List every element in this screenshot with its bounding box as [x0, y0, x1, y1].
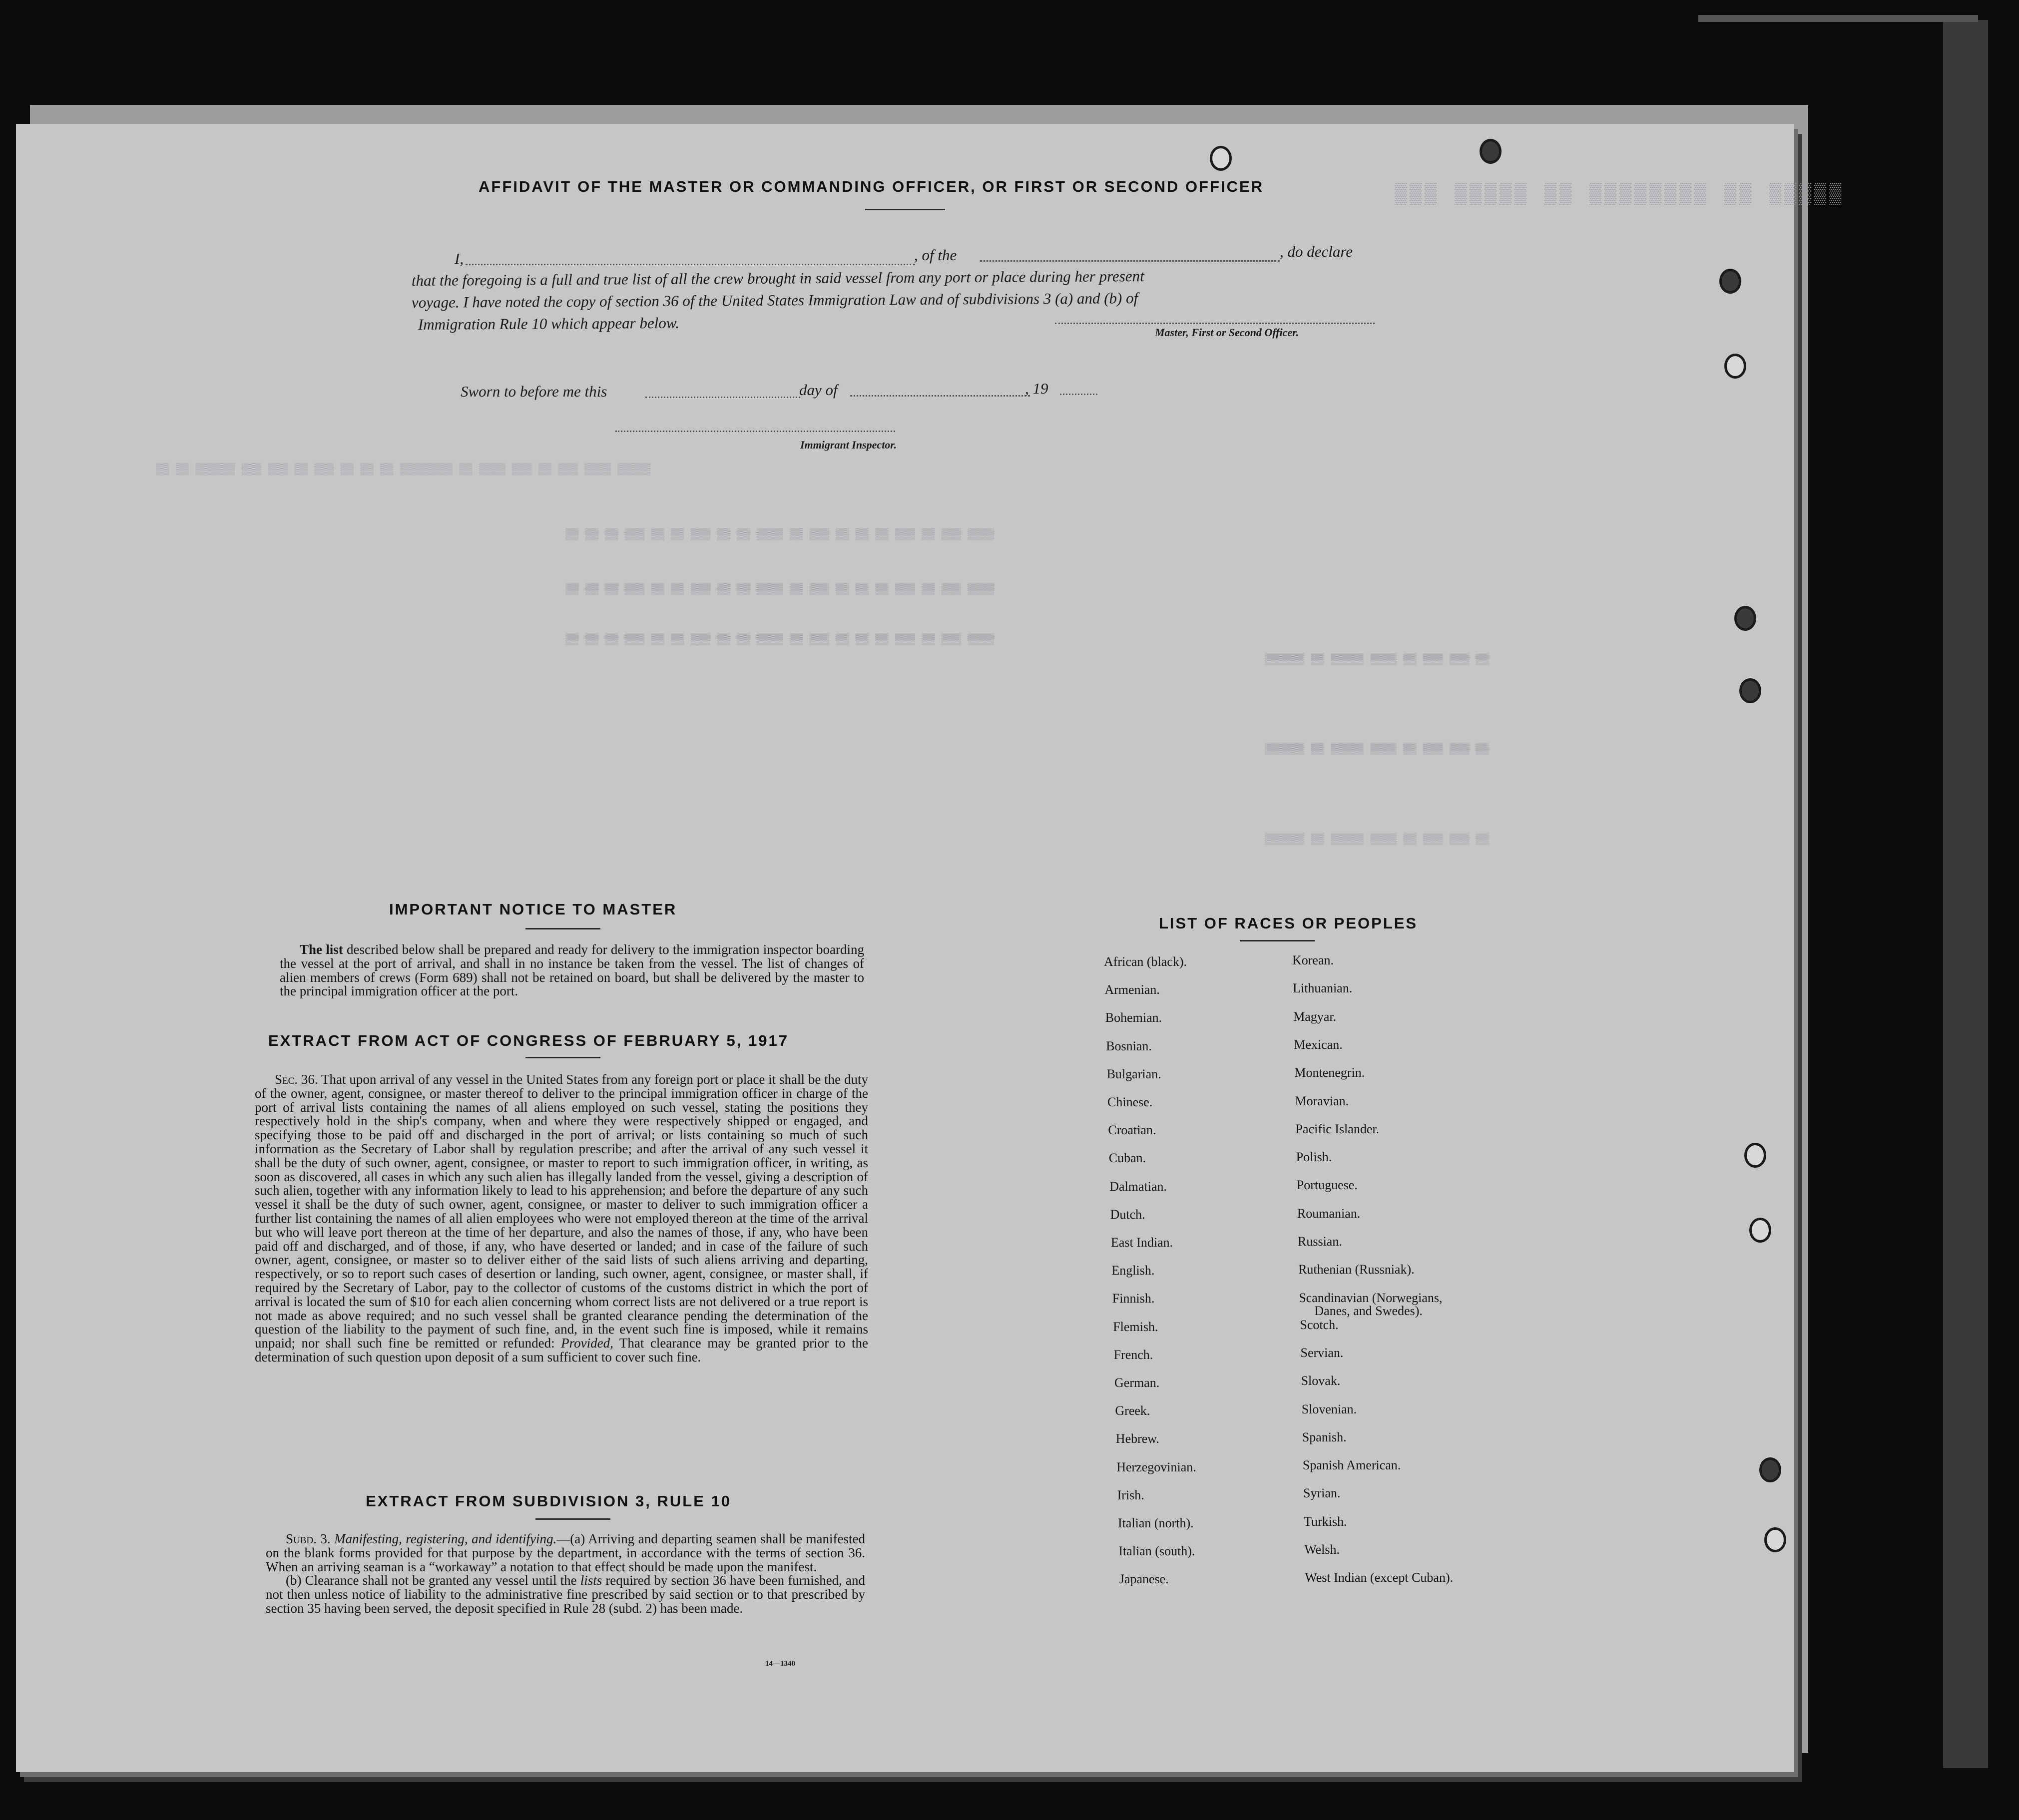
race-item: Scotch.	[1300, 1317, 1339, 1332]
race-item: Armenian.	[1104, 982, 1160, 997]
proviso-word: Provided,	[561, 1336, 613, 1351]
race-item: Ruthenian (Russniak).	[1298, 1262, 1415, 1277]
binder-hole	[1480, 139, 1502, 164]
officer-name-field[interactable]	[466, 264, 915, 265]
notice-lead: The list	[300, 942, 343, 957]
rule-title: EXTRACT FROM SUBDIVISION 3, RULE 10	[366, 1492, 731, 1510]
race-item: Bulgarian.	[1106, 1066, 1161, 1081]
act-title: EXTRACT FROM ACT OF CONGRESS OF FEBRUARY 5, 1917	[268, 1032, 789, 1049]
act-section-36	[255, 1073, 868, 1365]
sec-36-text: That upon arrival of any vessel in the United States from any foreign port or place it shall be the duty of the owner, agent, consignee, or master thereof to deliver to the principal immigration officer in charge of the port of arrival lists containing the names of all aliens employed on such vessel, stating the positions they respectively hold in the ship's company, when and where they were respectively shipped or engaged, and specifying those to be paid off and discharged in the port of arrival; or lists containing so much of such information as the Secretary of Labor shall by regulation prescribe; and after the arrival of any such vessel it shall be the duty of such owner, agent, consignee, or master to report to such immigration officer, in writing, as soon as discovered, all cases in which any such alien has illegally landed from the vessel, giving a description of such alien, together with any information likely to lead to his apprehension; and before the departure of any such vessel it shall be the duty of such owner, agent, consignee, or master to deliver to such immigration officer a further list containing the names of all alien employees who were not employed thereon at the time of the arrival but who will leave port thereon at the time of her departure, and also the names of those, if any, who have been paid off and discharged, and of those, if any, who have deserted or landed; and in case of the failure of such owner, agent, consignee, or master so to deliver either of the said lists of such aliens arriving and departing, respectively, or so to report such cases of desertion or landing, such owner, agent, consignee, or master shall, if required by the Secretary of Labor, pay to the collector of customs of the customs district in which the port of arrival is located the sum of $10 for each alien concerning whom correct lists are not delivered or a true report is not made as above required; and no such vessel shall be granted clearance pending the determination of the question of the liability to the payment of such fine, and, in the event such fine is imposed, while it remains unpaid; nor shall such fine be remitted or refunded:	[255, 1072, 869, 1351]
race-item: East Indian.	[1111, 1235, 1173, 1250]
sworn-day-field[interactable]	[645, 397, 800, 398]
races-title-underline	[1240, 940, 1315, 941]
sworn-month-field[interactable]	[850, 395, 1030, 397]
races-title: LIST OF RACES OR PEOPLES	[1159, 914, 1418, 932]
race-item: Flemish.	[1113, 1319, 1158, 1334]
race-item: Turkish.	[1304, 1514, 1347, 1529]
master-signature-label: Master, First or Second Officer.	[1155, 326, 1299, 339]
subd-para-b-post: required by section 36 have been furnished, and not then unless notice of liability to the administrative fine prescribed by said section or to that prescribed by section 35 having been served, the deposit specified in Rule 28 (subd. 2) has been made.	[266, 1573, 866, 1616]
race-item: Pacific Islander.	[1295, 1121, 1380, 1136]
race-item: Polish.	[1296, 1150, 1332, 1165]
binder-hole	[1744, 1143, 1766, 1168]
binder-hole	[1724, 354, 1746, 379]
act-title-underline	[525, 1057, 600, 1058]
subd-heading: Manifesting, registering, and identifying.	[334, 1531, 557, 1546]
rule-title-underline	[535, 1518, 610, 1520]
binder-hole	[1734, 606, 1756, 631]
race-item: Bohemian.	[1105, 1010, 1162, 1025]
sworn-year-field[interactable]	[1060, 394, 1097, 395]
subd-para-b-lists: lists	[580, 1573, 602, 1588]
notice-paragraph	[280, 943, 864, 998]
subd-label: Subd. 3.	[286, 1531, 331, 1546]
affidavit-i: I,	[455, 250, 464, 267]
inspector-signature-field[interactable]	[615, 431, 895, 432]
race-item: Italian (north).	[1118, 1516, 1194, 1530]
bleed-through-texture: ▒▒ ▒▒ ▒▒ ▒▒▒ ▒▒ ▒▒ ▒▒▒ ▒▒ ▒▒ ▒▒▒▒ ▒▒ ▒▒▒ ▒▒ ▒▒ ▒▒ ▒▒▒ ▒▒ ▒▒▒ ▒▒▒▒	[565, 528, 995, 541]
bleed-through-texture: ▒▒ ▒▒ ▒▒ ▒▒▒ ▒▒ ▒▒ ▒▒▒ ▒▒ ▒▒ ▒▒▒▒ ▒▒ ▒▒▒ ▒▒ ▒▒ ▒▒ ▒▒▒ ▒▒ ▒▒▒ ▒▒▒▒	[565, 583, 995, 596]
race-item: Chinese.	[1107, 1095, 1153, 1109]
affidavit-declare: , do declare	[1280, 243, 1353, 260]
subd-para-b-pre: (b) Clearance shall not be granted any vessel until the	[286, 1573, 577, 1588]
race-item: Greek.	[1115, 1403, 1150, 1418]
title-underline	[865, 209, 945, 210]
race-item: West Indian (except Cuban).	[1305, 1570, 1454, 1585]
affidavit-of-the: , of the	[914, 246, 957, 264]
race-item: Roumanian.	[1297, 1206, 1361, 1221]
notice-title-underline	[525, 928, 600, 929]
subd-para-a: —(a) Arriving and departing seamen shall be manifested on the blank forms provided for that purpose by the department, in accordance with the terms of section 36. When an arriving seaman is a “workaway” a notation to that effect should be made upon the manifest.	[266, 1531, 865, 1574]
race-item: Bosnian.	[1106, 1038, 1152, 1053]
race-item: Lithuanian.	[1293, 981, 1353, 996]
affidavit-body-line: voyage. I have noted the copy of section 36 of the United States Immigration Law and of subdivisions 3 (a) and (b) of	[411, 289, 1138, 311]
bleed-through-texture: ▒▒▒ ▒▒▒▒▒ ▒▒ ▒▒▒▒▒▒▒▒ ▒▒ ▒▒▒▒▒	[1395, 184, 1845, 206]
vessel-name-field[interactable]	[980, 260, 1280, 262]
form-number: 14—1340	[765, 1660, 795, 1668]
race-item: German.	[1114, 1375, 1160, 1390]
bleed-through-texture: ▒▒▒▒▒▒ ▒▒ ▒▒▒▒▒ ▒▒▒▒ ▒▒ ▒▒▒ ▒▒▒ ▒▒	[1265, 743, 1489, 756]
notice-title: IMPORTANT NOTICE TO MASTER	[389, 901, 677, 918]
race-item: Scandinavian (Norwegians,	[1299, 1290, 1443, 1305]
scanner-edge-right	[1943, 20, 1988, 1768]
race-item: Korean.	[1292, 953, 1334, 967]
race-item: Welsh.	[1304, 1542, 1340, 1557]
bleed-through-texture: ▒▒ ▒▒ ▒▒▒▒▒▒ ▒▒▒ ▒▒▒ ▒▒ ▒▒▒ ▒▒ ▒▒ ▒▒ ▒▒▒▒▒▒▒▒ ▒▒ ▒▒▒▒ ▒▒▒ ▒▒ ▒▒▒ ▒▒▒▒ ▒▒▒▒▒	[156, 463, 651, 476]
race-item: Danes, and Swedes).	[1314, 1303, 1423, 1318]
race-item: Dalmatian.	[1109, 1179, 1167, 1194]
bleed-through-texture: ▒▒▒▒▒▒ ▒▒ ▒▒▒▒▒ ▒▒▒▒ ▒▒ ▒▒▒ ▒▒▒ ▒▒	[1265, 653, 1489, 666]
race-item: Herzegovinian.	[1116, 1459, 1196, 1474]
race-item: Japanese.	[1119, 1572, 1169, 1587]
rule-subdivision-3	[266, 1532, 865, 1616]
race-item: Montenegrin.	[1294, 1065, 1365, 1080]
bleed-through-texture: ▒▒▒▒▒▒ ▒▒ ▒▒▒▒▒ ▒▒▒▒ ▒▒ ▒▒▒ ▒▒▒ ▒▒	[1265, 833, 1489, 846]
race-item: French.	[1113, 1347, 1153, 1362]
race-item: Moravian.	[1295, 1093, 1349, 1108]
race-item: Russian.	[1298, 1234, 1342, 1249]
race-item: Spanish.	[1302, 1429, 1347, 1444]
race-item: Irish.	[1117, 1487, 1144, 1502]
race-item: Syrian.	[1303, 1486, 1341, 1501]
affidavit-body-line: Immigration Rule 10 which appear below.	[418, 314, 680, 333]
binder-hole	[1739, 678, 1761, 703]
proviso-text: That clearance may be granted prior to the determination of such question upon deposit of a sum sufficient to cover such fine.	[255, 1336, 869, 1365]
master-signature-field[interactable]	[1055, 323, 1375, 324]
binder-hole	[1749, 1218, 1771, 1243]
binder-hole	[1719, 269, 1741, 294]
race-item: African (black).	[1104, 954, 1187, 969]
document-page	[16, 124, 1845, 1772]
day-of-text: day of	[799, 381, 838, 399]
race-item: Slovak.	[1301, 1373, 1341, 1388]
sworn-text: Sworn to before me this	[461, 383, 607, 400]
binder-hole	[1210, 146, 1232, 171]
race-item: Hebrew.	[1115, 1431, 1159, 1446]
race-item: Slovenian.	[1301, 1401, 1357, 1416]
race-item: Italian (south).	[1118, 1544, 1195, 1559]
race-item: Cuban.	[1108, 1151, 1146, 1166]
race-item: Magyar.	[1293, 1009, 1337, 1024]
year-text: , 19	[1025, 380, 1048, 397]
affidavit-title: AFFIDAVIT OF THE MASTER OR COMMANDING OFFICER, OR FIRST OR SECOND OFFICER	[479, 178, 1264, 195]
race-item: Dutch.	[1110, 1207, 1145, 1222]
sec-label: Sec. 36.	[275, 1072, 318, 1087]
race-item: Finnish.	[1112, 1291, 1155, 1306]
affidavit-body-line: that the foregoing is a full and true list of all the crew brought in said vessel from any port or place during her present	[411, 267, 1144, 289]
bleed-through-texture: ▒▒ ▒▒ ▒▒ ▒▒▒ ▒▒ ▒▒ ▒▒▒ ▒▒ ▒▒ ▒▒▒▒ ▒▒ ▒▒▒ ▒▒ ▒▒ ▒▒ ▒▒▒ ▒▒ ▒▒▒ ▒▒▒▒	[565, 633, 995, 646]
race-item: Servian.	[1300, 1345, 1344, 1360]
binder-hole	[1759, 1457, 1781, 1482]
notice-text: described below shall be prepared and ready for delivery to the immigration inspector boarding the vessel at the port of arrival, and shall in no instance be taken from the vessel. The list of changes of alien members of crews (Form 689) shall not be retained on board, but shall be delivered by the master to the principal immigration officer at the port.	[280, 942, 865, 999]
race-item: Spanish American.	[1302, 1458, 1401, 1473]
race-item: Portuguese.	[1296, 1178, 1358, 1193]
binder-hole	[1764, 1527, 1786, 1552]
race-item: Croatian.	[1108, 1123, 1156, 1138]
race-item: English.	[1111, 1263, 1155, 1278]
scanner-edge-top	[1698, 15, 1978, 22]
inspector-label: Immigrant Inspector.	[800, 439, 897, 451]
race-item: Mexican.	[1294, 1037, 1343, 1052]
